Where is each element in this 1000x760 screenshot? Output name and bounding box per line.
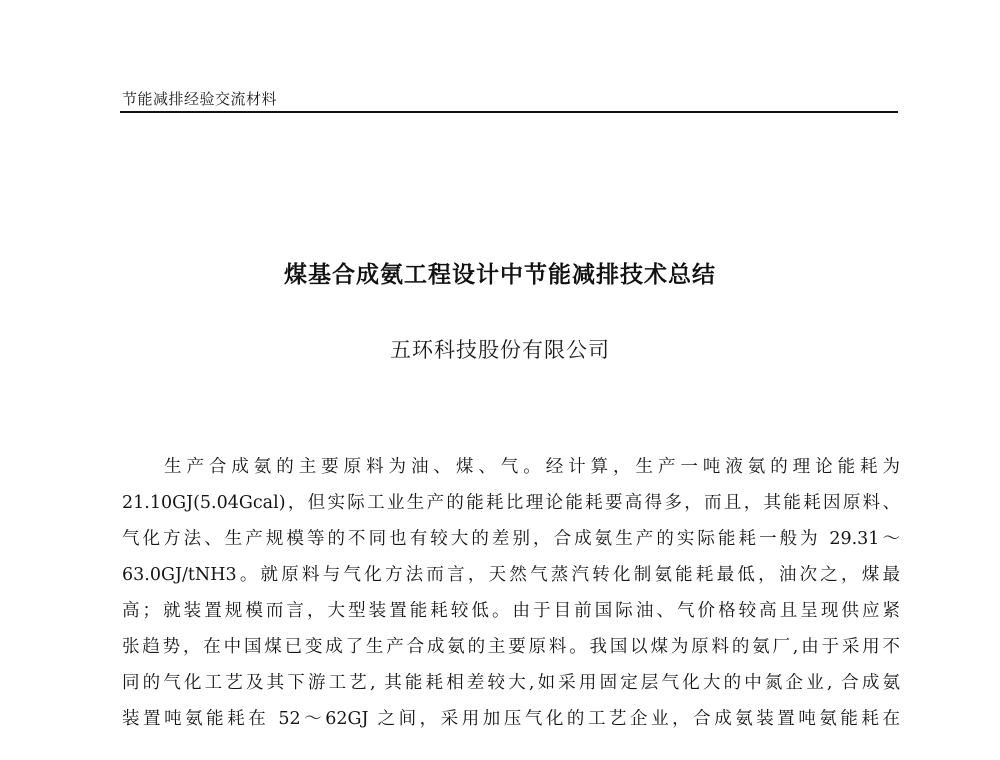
document-author: 五环科技股份有限公司 <box>390 338 610 362</box>
running-header: 节能减排经验交流材料 <box>122 90 278 108</box>
paragraph-line: 气化方法、生产规模等的不同也有较大的差别，合成氨生产的实际能耗一般为 29.31～ <box>122 529 900 549</box>
paragraph-line: 装置吨氨能耗在 52～62GJ 之间，采用加压气化的工艺企业，合成氨装置吨氨能耗在 <box>122 709 900 729</box>
paragraph-line: 同的气化工艺及其下游工艺, 其能耗相差较大,如采用固定层气化大的中氮企业, 合成氨 <box>122 673 900 693</box>
paragraph-line: 生产合成氨的主要原料为油、煤、气。经计算，生产一吨液氨的理论能耗为 <box>164 457 900 477</box>
header-rule <box>120 111 898 113</box>
body-paragraph <box>122 449 900 737</box>
paragraph-line: 21.10GJ(5.04Gcal)，但实际工业生产的能耗比理论能耗要高得多，而且，其能耗因原料、 <box>122 493 900 513</box>
document-title: 煤基合成氨工程设计中节能减排技术总结 <box>284 262 716 288</box>
paragraph-line: 63.0GJ/tNH3。就原料与气化方法而言，天然气蒸汽转化制氨能耗最低，油次之，煤最 <box>122 565 900 585</box>
paragraph-line: 高；就装置规模而言，大型装置能耗较低。由于目前国际油、气价格较高且呈现供应紧 <box>122 601 900 621</box>
paragraph-line: 张趋势，在中国煤已变成了生产合成氨的主要原料。我国以煤为原料的氨厂,由于采用不 <box>122 637 900 657</box>
